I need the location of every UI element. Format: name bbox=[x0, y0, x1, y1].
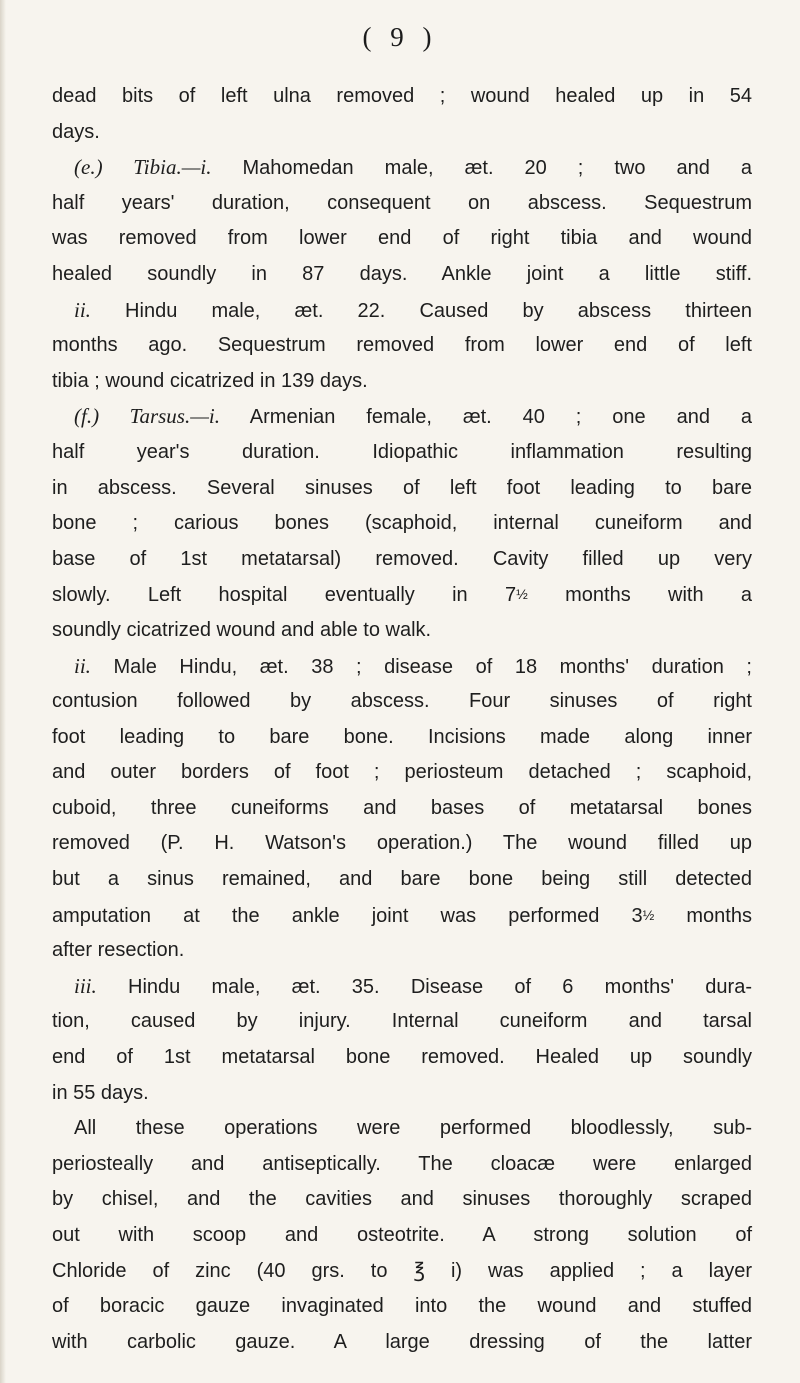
page-number: ( 9 ) bbox=[362, 22, 438, 52]
text-span: cuboid, three cuneiforms and bases of metatarsal bones bbox=[52, 796, 752, 819]
text-line bbox=[52, 577, 752, 613]
text-span: soundly cicatrized wound and able to walk. bbox=[52, 618, 432, 641]
text-span: months with a bbox=[527, 584, 752, 607]
text-line bbox=[52, 328, 752, 364]
paragraph-start bbox=[52, 1111, 752, 1147]
text-span: half years' duration, consequent on abscess. Sequestrum bbox=[52, 191, 752, 214]
text-line bbox=[52, 1325, 752, 1361]
section-label: (f.) Tarsus.—i. bbox=[74, 404, 220, 429]
text-span: in 55 days. bbox=[52, 1081, 149, 1104]
text-line bbox=[52, 755, 752, 791]
section-label: (e.) Tibia.—i. bbox=[74, 155, 212, 180]
fraction: ½ bbox=[642, 906, 655, 923]
page-edge bbox=[0, 0, 6, 1383]
text-span: out with scoop and osteotrite. A strong solution of bbox=[52, 1224, 752, 1246]
fraction: ½ bbox=[516, 586, 528, 603]
text-span: healed soundly in 87 days. Ankle joint a little stiff. bbox=[52, 262, 752, 285]
text-span: base of 1st metatarsal) removed. Cavity filled up very bbox=[52, 547, 752, 570]
text-line bbox=[52, 471, 752, 507]
case-number: ii. bbox=[74, 297, 91, 322]
text-span: with carbolic gauze. A large dressing of the latter bbox=[52, 1330, 752, 1353]
text-line bbox=[52, 1218, 752, 1254]
text-span: and outer borders of foot ; periosteum detached ; scaphoid, bbox=[52, 761, 752, 784]
text-line bbox=[52, 1289, 752, 1325]
text-line bbox=[52, 613, 752, 649]
text-line bbox=[52, 791, 752, 827]
text-span: contusion followed by abscess. Four sinuses of right bbox=[52, 690, 752, 713]
text-span: periosteally and antiseptically. The cloacæ were enlarged bbox=[52, 1152, 752, 1175]
text-span: All these operations were performed bloodlessly, sub- bbox=[74, 1117, 752, 1140]
text-span: of boracic gauze invaginated into the wound and stuffed bbox=[52, 1295, 752, 1318]
text-span: removed (P. H. Watson's operation.) The wound filled up bbox=[52, 832, 752, 855]
text-span: foot leading to bare bone. Incisions made along inner bbox=[52, 725, 752, 748]
text-span: by chisel, and the cavities and sinuses thoroughly scraped bbox=[52, 1188, 752, 1211]
text-span: amputation at the ankle joint was performed 3 bbox=[52, 904, 643, 927]
text-span: Male Hindu, æt. 38 ; disease of 18 months' duration ; bbox=[90, 655, 752, 678]
text-line bbox=[52, 186, 752, 222]
case-entry bbox=[52, 969, 752, 1005]
text-line bbox=[52, 435, 752, 471]
section-heading-tarsus bbox=[52, 399, 752, 435]
text-span: Chloride of zinc (40 grs. to ℥ i) was applied ; a layer bbox=[52, 1259, 752, 1282]
text-line bbox=[52, 542, 752, 578]
text-line bbox=[52, 826, 752, 862]
text-line bbox=[52, 506, 752, 542]
text-line bbox=[52, 684, 752, 720]
text-span: in abscess. Several sinuses of left foot leading to bare bbox=[52, 476, 752, 499]
text-span: was removed from lower end of right tibia and wound bbox=[52, 227, 752, 250]
text-span: Hindu male, æt. 35. Disease of 6 months' dura- bbox=[96, 975, 752, 998]
text-span: Mahomedan male, æt. 20 ; two and a bbox=[211, 157, 752, 180]
text-span: end of 1st metatarsal bone removed. Healed up soundly bbox=[52, 1046, 752, 1069]
text-line bbox=[52, 1040, 752, 1076]
case-number: iii. bbox=[74, 973, 97, 998]
text-span: days. bbox=[52, 120, 100, 143]
text-line bbox=[52, 1004, 752, 1040]
text-line bbox=[52, 79, 752, 115]
text-span: half year's duration. Idiopathic inflammation resulting bbox=[52, 440, 752, 463]
text-span: bone ; carious bones (scaphoid, internal cuneiform and bbox=[52, 512, 752, 535]
text-line bbox=[52, 221, 752, 257]
text-span: Hindu male, æt. 22. Caused by abscess thirteen bbox=[90, 299, 752, 322]
body-text bbox=[52, 79, 752, 1360]
text-span: tion, caused by injury. Internal cuneiform and tarsal bbox=[52, 1010, 752, 1033]
case-entry bbox=[52, 293, 752, 329]
text-span: Armenian female, æt. 40 ; one and a bbox=[219, 406, 752, 429]
text-line bbox=[52, 862, 752, 898]
text-span: tibia ; wound cicatrized in 139 days. bbox=[52, 369, 368, 392]
text-line bbox=[52, 1076, 752, 1112]
text-span: months bbox=[654, 904, 752, 927]
section-heading-tibia bbox=[52, 150, 752, 186]
text-line bbox=[52, 720, 752, 756]
text-line bbox=[52, 1254, 752, 1290]
case-number: ii. bbox=[74, 653, 91, 678]
text-span: after resection. bbox=[52, 939, 185, 962]
text-line bbox=[52, 898, 752, 934]
text-line bbox=[52, 1147, 752, 1183]
text-line bbox=[52, 364, 752, 400]
case-entry bbox=[52, 649, 752, 685]
text-line bbox=[52, 933, 752, 969]
text-span: slowly. Left hospital eventually in 7 bbox=[52, 584, 517, 607]
text-span: dead bits of left ulna removed ; wound healed up in 54 bbox=[52, 85, 752, 107]
text-line bbox=[52, 115, 752, 151]
text-span: but a sinus remained, and bare bone being still detected bbox=[52, 868, 752, 891]
text-line bbox=[52, 257, 752, 293]
text-span: months ago. Sequestrum removed from lower end of left bbox=[52, 334, 752, 357]
text-line bbox=[52, 1182, 752, 1218]
